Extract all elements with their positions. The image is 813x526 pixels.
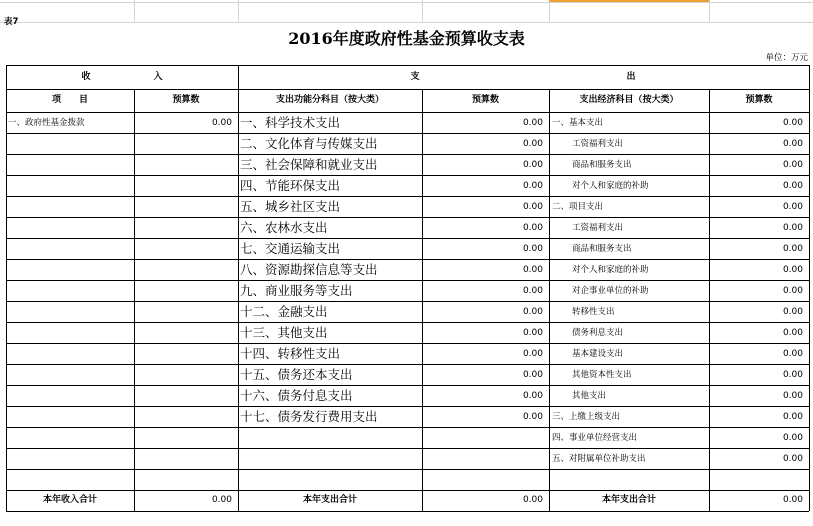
econ-item-label[interactable]: 对企事业单位的补助 [572,286,649,296]
grid-line [0,2,813,3]
income-item-label[interactable]: 一、政府性基金拨款 [8,118,85,128]
func-item-label[interactable]: 十六、债务付息支出 [240,388,353,403]
item-header[interactable]: 项 目 [51,95,88,105]
table-border [6,469,809,470]
func-item-value[interactable]: 0.00 [522,286,543,296]
page-title[interactable]: 2016年度政府性基金预算收支表 [288,29,525,48]
budget-header[interactable]: 预算数 [745,95,773,105]
econ-item-label[interactable]: 对个人和家庭的补助 [572,181,649,191]
table-border [238,65,239,511]
func-item-value[interactable]: 0.00 [522,349,543,359]
func-total-label[interactable]: 本年支出合计 [302,495,357,505]
func-item-value[interactable]: 0.00 [522,223,543,233]
econ-item-label[interactable]: 五、对附属单位补助支出 [552,454,646,464]
func-item-label[interactable]: 十五、债务还本支出 [240,367,353,382]
func-item-value[interactable]: 0.00 [522,244,543,254]
econ-item-value[interactable]: 0.00 [782,349,803,359]
func-total-value[interactable]: 0.00 [522,495,543,505]
table-border [549,89,550,511]
econ-item-value[interactable]: 0.00 [782,265,803,275]
func-item-label[interactable]: 十二、金融支出 [240,304,328,319]
econ-item-value[interactable]: 0.00 [782,286,803,296]
func-item-value[interactable]: 0.00 [522,265,543,275]
income-item-value[interactable]: 0.00 [211,118,232,128]
econ-item-value[interactable]: 0.00 [782,454,803,464]
econ-class-header[interactable]: 支出经济科目（按大类） [579,95,679,105]
econ-item-value[interactable]: 0.00 [782,181,803,191]
econ-item-label[interactable]: 其他支出 [572,391,607,401]
func-item-label[interactable]: 三、社会保障和就业支出 [240,157,378,172]
econ-item-label[interactable]: 一、基本支出 [552,118,604,128]
income-header[interactable]: 收 入 [81,72,163,82]
func-item-label[interactable]: 八、资源勘探信息等支出 [240,262,378,277]
unit-label[interactable]: 单位：万元 [765,53,808,63]
econ-item-label[interactable]: 基本建设支出 [572,349,624,359]
econ-item-label[interactable]: 商品和服务支出 [572,244,632,254]
func-item-label[interactable]: 九、商业服务等支出 [240,283,353,298]
func-item-value[interactable]: 0.00 [522,160,543,170]
econ-item-value[interactable]: 0.00 [782,118,803,128]
econ-item-label[interactable]: 商品和服务支出 [572,160,632,170]
econ-total-value[interactable]: 0.00 [782,495,803,505]
func-item-value[interactable]: 0.00 [522,391,543,401]
table-border [6,65,7,511]
func-item-label[interactable]: 十四、转移性支出 [240,346,341,361]
econ-item-label[interactable]: 其他资本性支出 [572,370,632,380]
econ-item-value[interactable]: 0.00 [782,412,803,422]
func-item-value[interactable]: 0.00 [522,118,543,128]
func-item-value[interactable]: 0.00 [522,370,543,380]
func-item-value[interactable]: 0.00 [522,328,543,338]
econ-item-value[interactable]: 0.00 [782,307,803,317]
econ-item-label[interactable]: 转移性支出 [572,307,615,317]
func-item-value[interactable]: 0.00 [522,307,543,317]
table-border [809,65,810,511]
func-item-label[interactable]: 二、文化体育与传媒支出 [240,136,378,151]
func-item-label[interactable]: 十三、其他支出 [240,325,328,340]
func-item-value[interactable]: 0.00 [522,412,543,422]
func-item-label[interactable]: 六、农林水支出 [240,220,328,235]
econ-item-value[interactable]: 0.00 [782,328,803,338]
table-border [6,65,809,66]
econ-item-value[interactable]: 0.00 [782,139,803,149]
func-item-value[interactable]: 0.00 [522,181,543,191]
func-item-label[interactable]: 一、科学技术支出 [240,115,341,130]
func-item-label[interactable]: 七、交通运输支出 [240,241,341,256]
econ-item-value[interactable]: 0.00 [782,202,803,212]
econ-item-value[interactable]: 0.00 [782,244,803,254]
selected-cell-indicator[interactable] [549,0,709,2]
econ-item-value[interactable]: 0.00 [782,391,803,401]
func-item-label[interactable]: 五、城乡社区支出 [240,199,341,214]
econ-item-label[interactable]: 工资福利支出 [572,223,624,233]
econ-item-label[interactable]: 对个人和家庭的补助 [572,265,649,275]
func-item-label[interactable]: 十七、债务发行费用支出 [240,409,378,424]
func-class-header[interactable]: 支出功能分科目（按大类） [275,95,384,105]
econ-item-label[interactable]: 四、事业单位经营支出 [552,433,638,443]
econ-item-value[interactable]: 0.00 [782,160,803,170]
func-item-value[interactable]: 0.00 [522,202,543,212]
table-number[interactable]: 表7 [4,17,19,27]
budget-header[interactable]: 预算数 [172,95,200,105]
income-total-label[interactable]: 本年收入合计 [42,495,97,505]
func-item-value[interactable]: 0.00 [522,139,543,149]
econ-item-label[interactable]: 工资福利支出 [572,139,624,149]
income-total-value[interactable]: 0.00 [211,495,232,505]
func-item-label[interactable]: 四、节能环保支出 [240,178,341,193]
expend-header[interactable]: 支 出 [410,72,636,82]
budget-header[interactable]: 预算数 [471,95,499,105]
econ-total-label[interactable]: 本年支出合计 [601,495,656,505]
econ-item-value[interactable]: 0.00 [782,370,803,380]
econ-item-label[interactable]: 三、上缴上级支出 [552,412,621,422]
table-border [134,89,135,511]
econ-item-value[interactable]: 0.00 [782,433,803,443]
econ-item-value[interactable]: 0.00 [782,223,803,233]
econ-item-label[interactable]: 债务利息支出 [572,328,624,338]
econ-item-label[interactable]: 二、项目支出 [552,202,604,212]
table-border [6,511,809,512]
